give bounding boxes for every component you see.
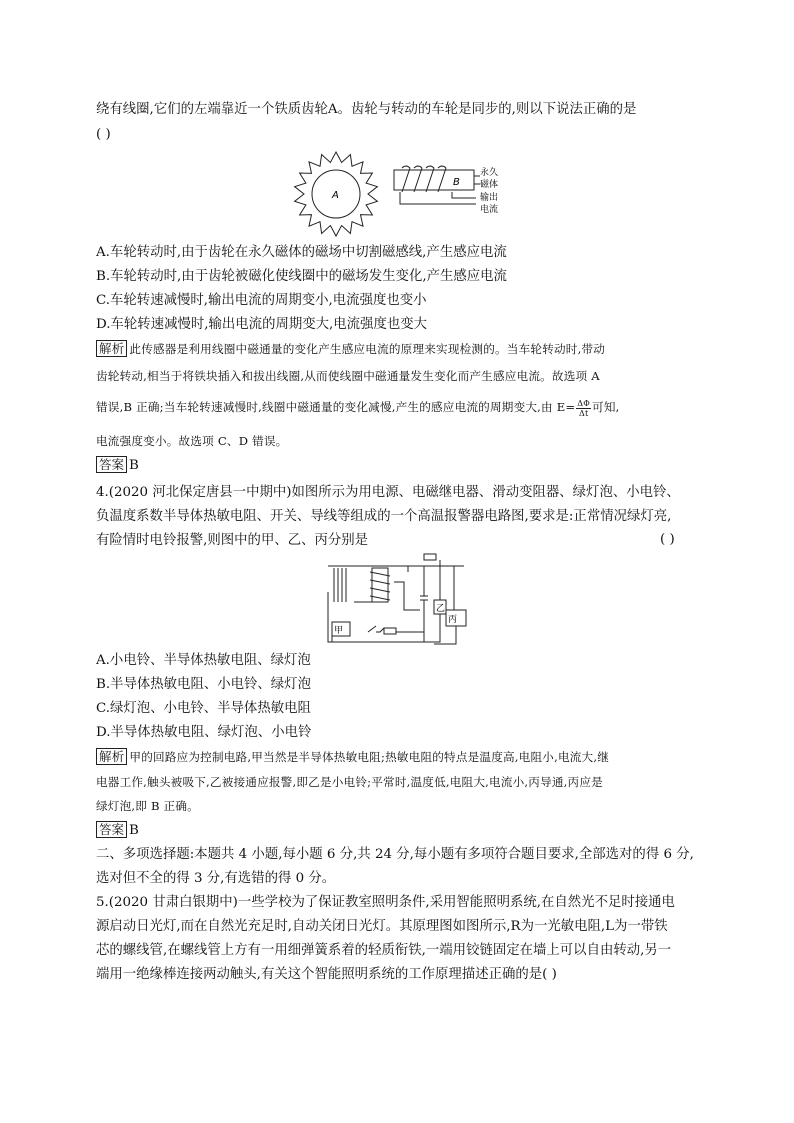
q5-line2: 源启动日光灯,而在自然光充足时,自动关闭日光灯。其原理图如图所示,R为一光敏电阻,L为一带铁 — [96, 919, 668, 934]
q3-option-c: C.车轮转速减慢时,输出电流的周期变小,电流强度也变小 — [96, 293, 427, 308]
fig-label-1: 永久 — [480, 168, 499, 178]
q4-bing: 丙 — [448, 615, 458, 625]
q4-analysis-line1: 解析 甲的回路应为控制电路,甲当然是半导体热敏电阻;热敏电阻的特点是温度高,电阻小,电流大,继 — [96, 748, 609, 766]
q3-option-b: B.车轮转动时,由于齿轮被磁化使线圈中的磁场发生变化,产生感应电流 — [96, 269, 507, 284]
analysis-tag: 解析 — [96, 748, 127, 765]
q3-analysis-line4: 电流强度变小。故选项 C、D 错误。 — [96, 434, 288, 448]
q3-answer — [96, 456, 139, 475]
fig-label-3: 输出 — [480, 193, 499, 203]
q4-option-a: A.小电铃、半导体热敏电阻、绿灯泡 — [96, 653, 311, 668]
q3-analysis-line2: 齿轮转动,相当于将铁块插入和拔出线圈,从而使线圈中磁通量发生变化而产生感应电流。故选项 A — [96, 369, 600, 383]
q5-line1: 5.(2020 甘肃白银期中)一些学校为了保证教室照明条件,采用智能照明系统,在自然光不足时接通电 — [96, 895, 675, 910]
magnet-figure — [394, 166, 480, 204]
q3-option-a: A.车轮转动时,由于齿轮在永久磁体的磁场中切割磁感线,产生感应电流 — [96, 245, 507, 260]
q3-stem-line1: 绕有线圈,它们的左端靠近一个铁质齿轮A。齿轮与转动的车轮是同步的,则以下说法正确的是 — [96, 102, 637, 117]
q3-paren: ( ) — [96, 127, 111, 142]
fig-label-2: 磁体 — [480, 180, 499, 190]
q4-stem-line1: 4.(2020 河北保定唐县一中期中)如图所示为用电源、电磁继电器、滑动变阻器、绿灯泡、小电铃、 — [96, 485, 680, 500]
q3-analysis-line3: 错误,B 正确;当车轮转速减慢时,线圈中磁通量的变化减慢,产生的感应电流的周期变大,由 E= $\frac{\Delta\Phi}{\Delta t}$ 可知, — [96, 398, 620, 418]
answer-tag: 答案 — [96, 821, 127, 838]
q4-jia: 甲 — [334, 626, 344, 636]
q4-figure — [324, 552, 472, 648]
q3-analysis-line1: 解析 此传感器是利用线圈中磁通量的变化产生感应电流的原理来实现检测的。当车轮转动时,带动 — [96, 340, 605, 358]
q4-option-c: C.绿灯泡、小电铃、半导体热敏电阻 — [96, 701, 311, 716]
section2-line2: 选对但不全的得 3 分,有选错的得 0 分。 — [96, 871, 336, 886]
q4-answer-value: B — [129, 823, 139, 838]
emf-fraction: $\frac{\Delta\Phi}{\Delta t}$ — [577, 398, 591, 418]
q5-line4: 端用一绝缘棒连接两动触头,有关这个智能照明系统的工作原理描述正确的是( ) — [96, 967, 557, 982]
q4-yi: 乙 — [436, 604, 446, 614]
magnet-label: B — [453, 177, 460, 188]
gear-figure — [295, 152, 378, 236]
q3-figure — [290, 148, 510, 240]
q4-analysis-line2: 电器工作,触头被吸下,乙被接通应报警,即乙是小电铃;平常时,温度低,电阻大,电流小,丙导通,丙应是 — [96, 775, 603, 789]
gear-label: A — [332, 190, 339, 201]
q4-paren: ( ) — [660, 532, 675, 547]
q4-answer — [96, 821, 139, 840]
q4-stem-line2: 负温度系数半导体热敏电阻、开关、导线等组成的一个高温报警器电路图,要求是:正常情况绿灯亮, — [96, 509, 672, 524]
q3-option-d: D.车轮转速减慢时,输出电流的周期变大,电流强度也变大 — [96, 317, 428, 332]
q4-option-b: B.半导体热敏电阻、小电铃、绿灯泡 — [96, 677, 311, 692]
q3-answer-value: B — [129, 458, 139, 473]
answer-tag: 答案 — [96, 456, 127, 473]
q4-analysis-line3: 绿灯泡,即 B 正确。 — [96, 799, 199, 813]
q4-option-d: D.半导体热敏电阻、绿灯泡、小电铃 — [96, 725, 312, 740]
fig-label-4: 电流 — [480, 205, 499, 215]
analysis-tag: 解析 — [96, 340, 127, 357]
q5-line3: 芯的螺线管,在螺线管上方有一用细弹簧系着的轻质衔铁,一端用铰链固定在墙上可以自由转动,另一 — [96, 943, 672, 958]
q4-stem-line3: 有险情时电铃报警,则图中的甲、乙、丙分别是 — [96, 533, 369, 548]
section2-line1: 二、多项选择题:本题共 4 小题,每小题 6 分,共 24 分,每小题有多项符合题目要求,全部选对的得 6 分, — [96, 847, 694, 862]
